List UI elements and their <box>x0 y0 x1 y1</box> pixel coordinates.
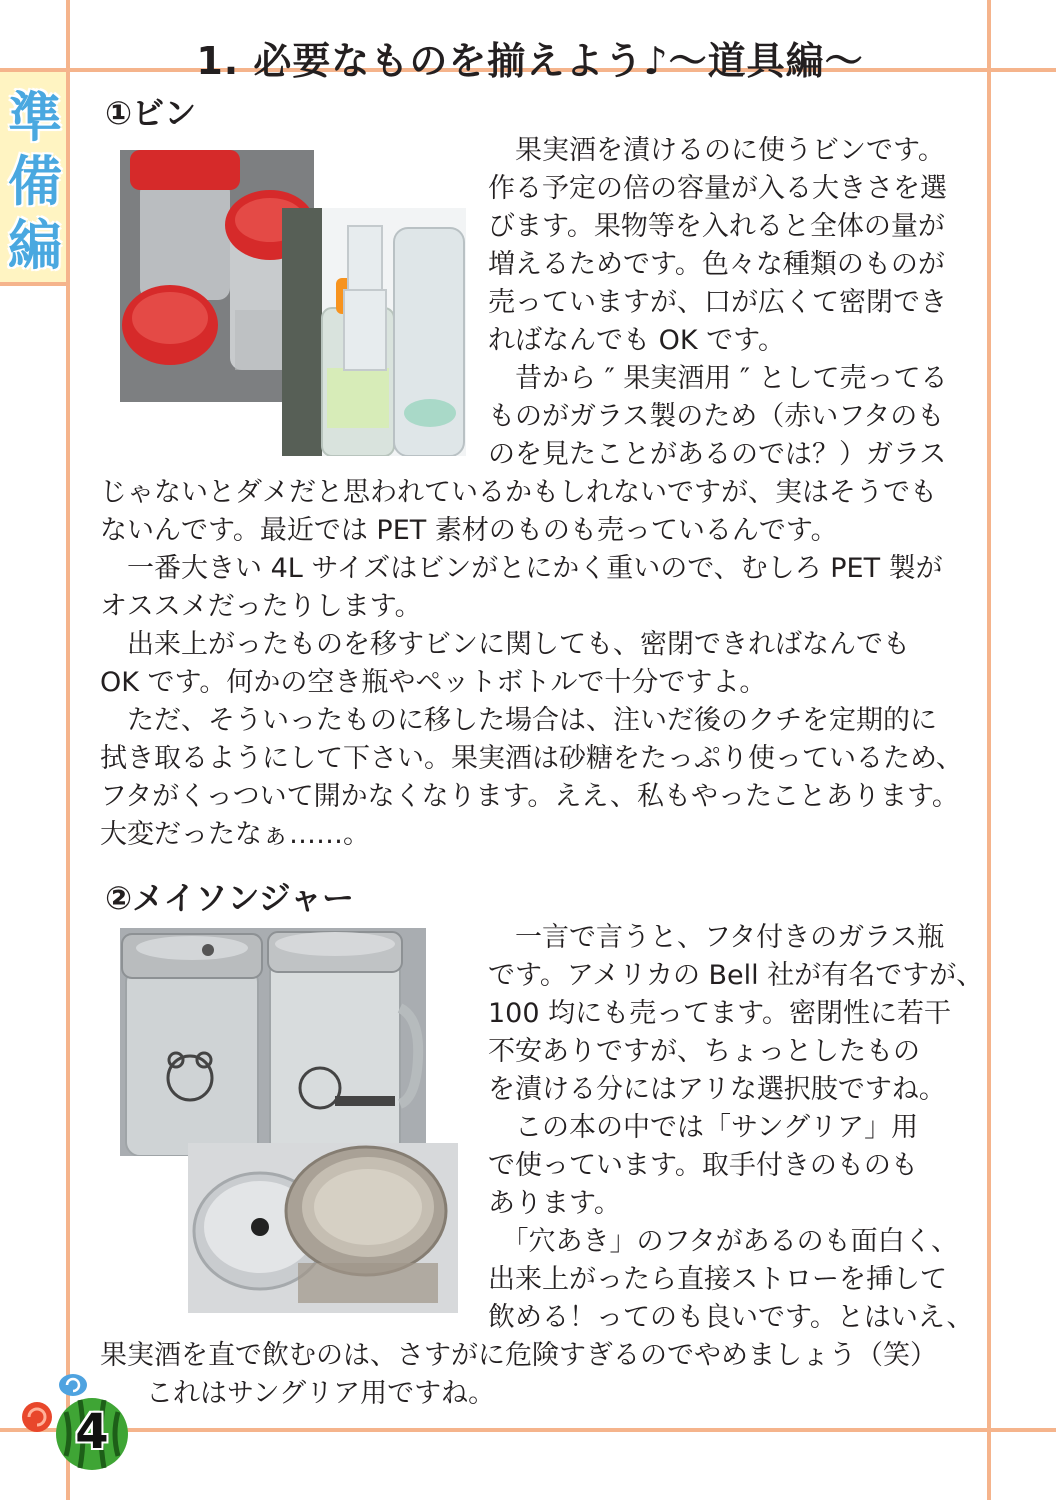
paragraph-line: 昔から ″ 果実酒用 ″ として売ってる <box>488 363 948 394</box>
paragraph-line: 一言で言うと、フタ付きのガラス瓶 <box>488 922 945 953</box>
paragraph-line: ないんです。最近では PET 素材のものも売っているんです。 <box>100 515 838 546</box>
side-tab <box>0 72 70 286</box>
paragraph-line: 不安ありですが、ちょっとしたもの <box>488 1036 920 1067</box>
paragraph-line: です。アメリカの Bell 社が有名ですが、 <box>488 960 984 991</box>
page-title: 1. 必要なものを揃えよう♪～道具編～ <box>196 39 864 83</box>
paragraph-line: 果実酒を漬けるのに使うビンです。 <box>488 135 945 166</box>
paragraph-line: フタがくっついて開かなくなります。ええ、私もやったことあります。 <box>100 781 959 812</box>
section-heading-mason-jar: ②メイソンジャー <box>105 879 355 917</box>
paragraph-line: を漬ける分にはアリな選択肢ですね。 <box>488 1074 946 1105</box>
paragraph-line: 大変だったなぁ……。 <box>100 819 370 850</box>
paragraph-line: ただ、そういったものに移した場合は、注いだ後のクチを定期的に <box>100 705 937 736</box>
side-tab-char: 編 <box>8 214 62 277</box>
photo-caption: これはサングリア用ですね。 <box>146 1378 496 1409</box>
paragraph-line: 売っていますが、口が広くて密閉でき <box>488 287 947 318</box>
decorative-swirl-icon <box>58 1372 88 1398</box>
paragraph-line: 出来上がったら直接ストローを挿して <box>488 1264 947 1295</box>
paragraph-line: 増えるためです。色々な種類のものが <box>488 249 945 280</box>
paragraph-line: オススメだったりします。 <box>100 591 422 622</box>
paragraph-line: 「穴あき」のフタがあるのも面白く、 <box>488 1226 959 1257</box>
frame-line-bottom <box>0 1428 1056 1432</box>
paragraph-line: びます。果物等を入れると全体の量が <box>488 211 945 242</box>
paragraph-line: ればなんでも OK です。 <box>488 325 785 356</box>
paragraph-line: ものがガラス製のため（赤いフタのも <box>488 401 945 432</box>
paragraph-line: 作る予定の倍の容量が入る大きさを選 <box>488 173 947 204</box>
paragraph-line: のを見たことがあるのでは？）ガラス <box>488 439 947 470</box>
photo-glass-bottles <box>282 208 466 456</box>
paragraph-line: じゃないとダメだと思われているかもしれないですが、実はそうでも <box>100 477 937 508</box>
paragraph-line: で使っています。取手付きのものも <box>488 1150 918 1181</box>
paragraph-line: 拭き取るようにして下さい。果実酒は砂糖をたっぷり使っているため、 <box>100 743 963 774</box>
side-tab-char: 準 <box>8 86 62 149</box>
paragraph-line: この本の中では「サングリア」用 <box>488 1112 919 1143</box>
paragraph-line: あります。 <box>488 1188 621 1219</box>
paragraph-line: 果実酒を直で飲むのは、さすがに危険すぎるのでやめましょう（笑） <box>100 1340 937 1371</box>
paragraph-line: 飲める！ってのも良いです。とはいえ、 <box>488 1302 974 1333</box>
photo-straw-lid <box>188 1143 458 1313</box>
paragraph-line: 一番大きい 4L サイズはビンがとにかく重いので、むしろ PET 製が <box>100 553 943 584</box>
page-number: 4 <box>75 1404 109 1460</box>
paragraph-line: 100 均にも売ってます。密閉性に若干 <box>488 998 951 1029</box>
paragraph-line: 出来上がったものを移すビンに関しても、密閉できればなんでも <box>100 629 910 660</box>
side-tab-char: 備 <box>8 150 62 213</box>
paragraph-line: OK です。何かの空き瓶やペットボトルで十分ですよ。 <box>100 667 767 698</box>
photo-mason-jars <box>120 928 426 1156</box>
decorative-swirl-icon <box>20 1400 54 1434</box>
section-heading-bottles: ①ビン <box>105 94 197 132</box>
frame-line-right <box>987 0 991 1500</box>
page-number-badge <box>52 1392 132 1472</box>
